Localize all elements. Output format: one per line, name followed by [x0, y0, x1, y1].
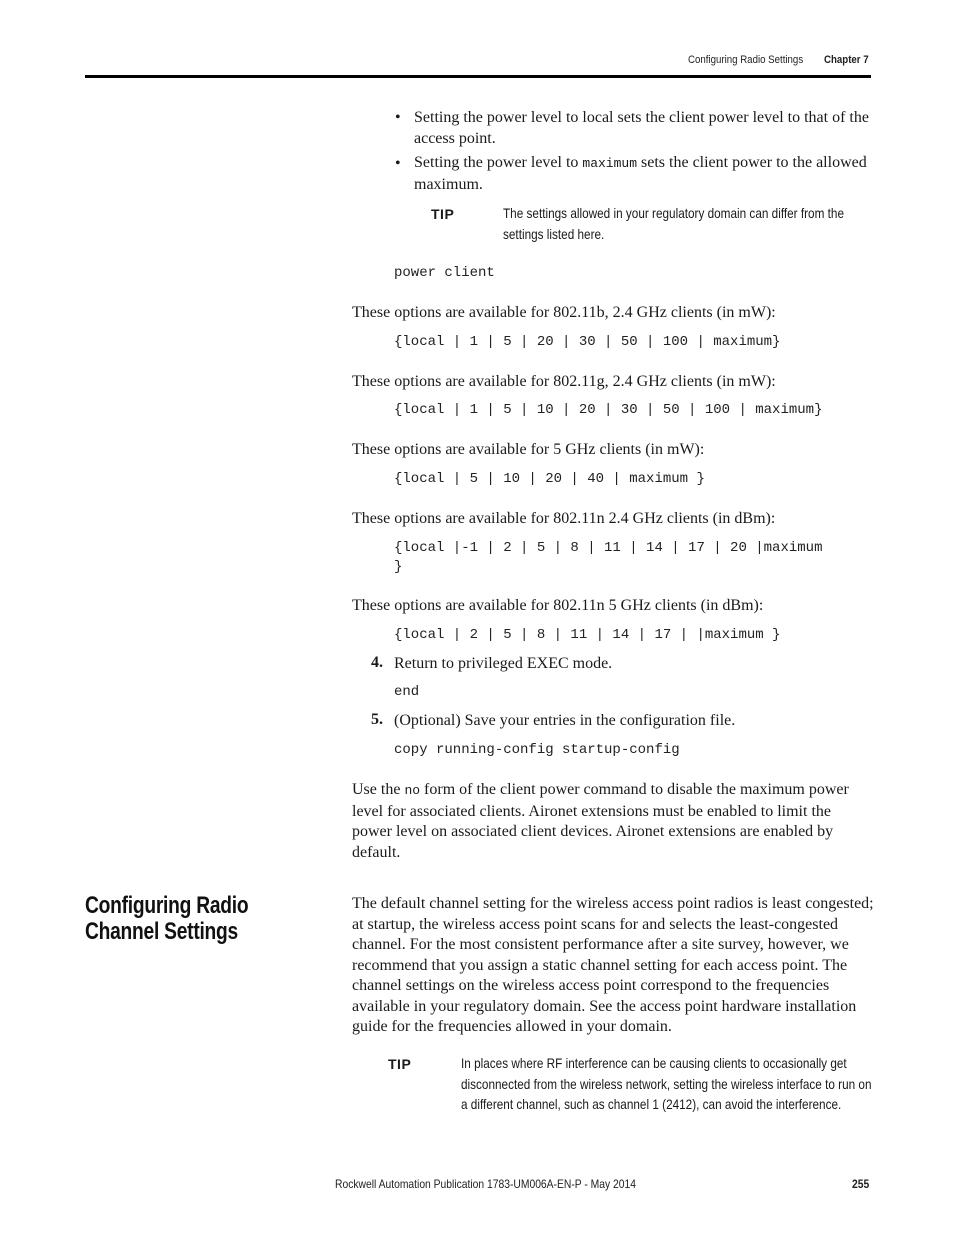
tip-label: TIP [431, 206, 455, 222]
running-header-section: Configuring Radio Settings [688, 54, 804, 66]
option-intro-5ghz: These options are available for 5 GHz clients (in mW): [352, 441, 705, 458]
bullet-dot: • [395, 155, 401, 172]
running-header-chapter: Chapter 7 [824, 54, 869, 66]
option-intro-80211n-5: These options are available for 802.11n 5 GHz clients (in dBm): [352, 597, 764, 614]
option-intro-80211g: These options are available for 802.11g, 2.4 GHz clients (in mW): [352, 373, 776, 390]
option-intro-80211b: These options are available for 802.11b, 2.4 GHz clients (in mW): [352, 304, 776, 321]
section-body: The default channel setting for the wireless access point radios is least congested; at startup, the wireless access point scans for and selects the least-congested channel. For the most consistent performance after a site survey, however, we recommend that you assign a static channel setting for each access point. The channel settings on the wireless access point correspond to the frequencies available in your regulatory domain. See the access point hardware installation guide for the frequencies allowed in your domain. [352, 895, 874, 1035]
header-rule [85, 75, 871, 78]
step-text: Return to privileged EXEC mode. [394, 655, 613, 672]
paragraph-text: Use the [352, 781, 405, 798]
code-power-client: power client [394, 265, 495, 281]
option-code-80211n-5: {local | 2 | 5 | 8 | 11 | 14 | 17 | |maximum } [394, 627, 781, 643]
option-intro-80211n-24: These options are available for 802.11n 2.4 GHz clients (in dBm): [352, 510, 776, 527]
tip-text: The settings allowed in your regulatory domain can differ from the settings listed here. [503, 205, 845, 242]
step-number: 5. [371, 711, 383, 728]
code-copy-config: copy running-config startup-config [394, 742, 680, 758]
inline-code: maximum [582, 156, 638, 171]
footer-publication: Rockwell Automation Publication 1783-UM006A-EN-P - May 2014 [335, 1177, 636, 1191]
section-heading: Configuring Radio Channel Settings [85, 892, 249, 945]
paragraph-text: form of the client power command to disable the maximum power level for associated clients. Aironet extensions must be enabled to limit the power level on associated client devices. Aironet extensions are enabled by default. [352, 781, 849, 861]
page-number: 255 [852, 1177, 870, 1191]
bullet-item-local: Setting the power level to local sets the client power level to that of the access point. [414, 109, 869, 147]
inline-code: no [404, 783, 421, 798]
option-code-80211b: {local | 1 | 5 | 20 | 30 | 50 | 100 | maximum} [394, 334, 781, 350]
tip-text: In places where RF interference can be causing clients to occasionally get disconnected from the wireless network, setting the wireless interface to run on a different channel, such as channel 1 (2412), can avoid the interference. [461, 1055, 872, 1112]
bullet-dot: • [395, 109, 401, 126]
bullet-text: Setting the power level to [414, 154, 583, 171]
tip-label: TIP [388, 1056, 412, 1072]
bullet-item-maximum [414, 153, 874, 195]
option-code-5ghz: {local | 5 | 10 | 20 | 40 | maximum } [394, 471, 705, 487]
option-code-80211n-24: {local |-1 | 2 | 5 | 8 | 11 | 14 | 17 | 20 |maximum } [394, 540, 823, 575]
step-number: 4. [371, 654, 383, 671]
bullet-text: sets the client power to the allowed maximum. [414, 154, 867, 193]
code-end: end [394, 684, 420, 700]
option-code-80211g: {local | 1 | 5 | 10 | 20 | 30 | 50 | 100 | maximum} [394, 402, 823, 418]
no-form-paragraph [352, 780, 874, 863]
step-text: (Optional) Save your entries in the configuration file. [394, 712, 736, 729]
